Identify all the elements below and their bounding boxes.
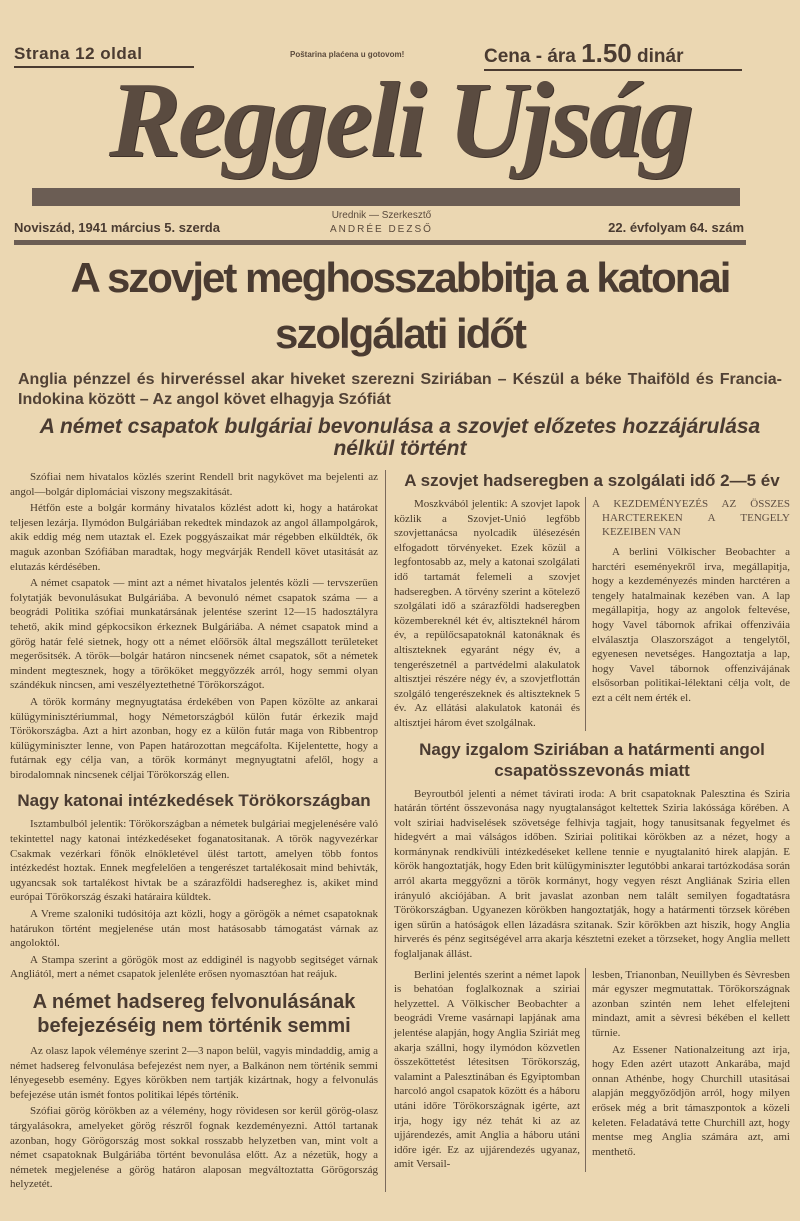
paragraph: Hétfőn este a bolgár kormány hivatalos közlést adott ki, hogy a határokat teljesen lezárja. Ilymódon Bulgáriában rekedtek mindazok az angol állampolgárok, akik eddig még nem utaztak el. Ezek poggyászaikat már régebben elküldték, ők maguk azonban Szófiában maradtak, hogy megvárják Rendell követ utasitását az elutazás kérdésében. <box>10 502 378 573</box>
section-heading: Nagy katonai intézkedések Törökországban <box>17 791 371 811</box>
italic-subheadline: A német csapatok bulgáriai bevonulása a szovjet előzetes hozzájárulása nélkül történt <box>39 415 761 460</box>
section-heading: Nagy izgalom Sziriában a határmenti angol csapatösszevonás miatt <box>419 739 765 780</box>
soviet-article-columns <box>394 497 790 731</box>
soviet-article-column <box>394 497 586 731</box>
paragraph: A török kormány megnyugtatása érdekében von Papen közölte az ankarai külügyminisztériummal, hogy Németországból külön futár érkezik majd Törökországba. Azt a hirt azonban, hogy ez a külön futár maga von Ribbentrop külügyminiszter lenne, von Papen határozottan megcáfolta. Kijelentette, hogy a futárnak egy célja van, a török kormányt megnyugtatni afelől, hogy a birodalomnak nincsenek céljai Törökország ellen. <box>10 695 378 781</box>
paragraph: A Stampa szerint a görögök most az eddiginél is nagyobb segitséget várnak Angliától, mert a német csapatok jelenléte erősen nyomasztóan hat reájuk. <box>10 953 378 981</box>
syria-article-column-left <box>394 968 586 1172</box>
price-unit: dinár <box>637 46 684 67</box>
paragraph: Beyroutból jelenti a német távirati iroda: A brit csapatoknak Palesztina és Sziria határán történt összevonása nagy nyugtalanságot keltettek Sziria lakóssága körében. A volt sziriai hadviselések szövetsége felhivja tagjait, hogy tanusitsanak fegyelmet és hidegvért a mai válságos időben. Sziriai politikai körökben az a nézet, hogy a kormánynak rendkivüli intézkedéseket kellene tennie e nyugtalanitó hirek alapján. E körök hangoztatják, hogy Eden brit külügyminiszter legutóbbi ankarai tartózkodása során arról akarta meggyőzni a török kormányt, hogy vegyen részt Angliának Sziria ellen irányuló akciójában. A brit javaslat azonban nem talált semilyen fogadtatásra Törökországban. Ugyanezen körökben hangoztatják, hogy a határmenti törzsek körében igen sűrűn a hatóságok ellen lázadásra szitanak. Szir körökben azt hiszik, hogy Anglia hirverés és pénz segitségével arra akarja késztetni ezeket a törzseket, hogy Anglia mellett foglaljanak állást. <box>394 787 790 961</box>
section-heading: A szovjet hadseregben a szolgálati idő 2—5 év <box>404 471 780 490</box>
section-heading: A német hadsereg felvonulásának befejezéséig nem történik semmi <box>32 991 356 1037</box>
article-columns <box>10 470 790 1192</box>
left-article <box>10 470 386 1192</box>
postage-note: Poštarina plaćena u gotovom! <box>290 50 405 59</box>
column-subheading: A KEZDEMÉNYEZÉS AZ ÖSSZES HARCTEREKEN A TENGELY KEZEIBEN VAN <box>592 498 790 538</box>
syria-article-intro <box>394 787 790 962</box>
axis-initiative-column <box>592 497 790 706</box>
syria-article-columns <box>394 968 790 1172</box>
front-page-body <box>10 250 790 1192</box>
issue-volume: 22. évfolyam 64. szám <box>608 220 744 235</box>
editor-name: ANDRÉE DEZSŐ <box>330 224 433 235</box>
paragraph: A berlini Völkischer Beobachter a harctéri eseményekről irva, megállapitja, hogy a kezdeményezés minden harctéren a tengely hatalmainak kezében van. A lap megállapitja, hogy az angolok feltevése, hogy Vavel tábornok afrikai offenziváia elválasztja Olaszországot a tengelytől, egyenesen nevetséges. Hangoztatja a lap, hogy Vavel tábornok offenzivájának elsősorban politikai-lélektani célja volt, de ezt a célt nem érték el. <box>592 546 790 704</box>
editor-block <box>330 209 433 237</box>
issue-date: Noviszád, 1941 március 5. szerda <box>14 220 220 235</box>
masthead-rule <box>14 240 746 245</box>
paragraph: Az olasz lapok véleménye szerint 2—3 napon belül, vagyis mindaddig, amig a német hadsereg felvonulása befejezést nem nyer, a Balkánon nem történik semmi lényegesebb esemény. Egyes körökben nem tartják kizártnak, hogy a felvonulás befejezése után ismét fontos politikai lépés történik. <box>10 1045 378 1101</box>
price-prefix: Cena - ára <box>484 46 576 67</box>
subheadline: Anglia pénzzel és hirveréssel akar hiveket szerezni Sziriában – Készül a béke Thaiföld és Francia-Indokina között – Az angol követ elhagyja Szófiát <box>18 371 782 408</box>
main-headline-line2: szolgálati időt <box>274 310 525 357</box>
paragraph: A Vreme szaloniki tudósitója azt közli, hogy a görögök a német csapatoknak határukon történt megjelenése után most hatásosabb támogatást várnak az angoloktól. <box>10 908 378 950</box>
paragraph: Moszkvából jelentik: A szovjet lapok közlik a Szovjet-Unió legfőbb szovjettanácsa nyolcadik ülésezésén elfogadott törvényeket. Ezek közül a legfontosabb az, mely a katonai szolgálati idő tartamát felemeli a szovjet hadseregben. A törvény szerint a kötelező szolgálati idő a szárazföldi hadseregben közembereknél két év, altiszteknél három év, a repülőcsapatoknál katonáknak és altiszteknek egyaránt négy év, a tengerészetnél a partvédelmi alakulatok altisztjei részére négy év, a szovjetflottán szolgáló tengerészeknek és altiszteknek 5 év. Az ellátási alakulatok katonái és altisztjei három évet szolgálnak. <box>394 498 580 729</box>
editor-label: Urednik — Szerkesztő <box>331 210 432 221</box>
price-value: 1.50 <box>581 38 632 68</box>
newspaper-logo <box>20 56 780 186</box>
paragraph: Berlini jelentés szerint a német lapok is behatóan foglalkoznak a sziriai helyzettel. A Völkischer Beobachter a beográdi Vreme vasárnapi lapjának ama jelentése alapján, hogy Anglia Sziriát meg akarja szállni, hogy ilymódon közvetlen összeköttetést létesitsen Törökország, valamint a Palesztinában és Egyiptomban harcoló angol csapatok között és a háboru utáni időre Törökországnak igérte, azt irja, hogy igy néz tehát ki az az ujjárendezés, amit Anglia a háboru utáni időre igér. Ez az ujjárendezés ugyanaz, amit Versail- <box>394 968 580 1171</box>
syria-article-column-right <box>592 968 790 1160</box>
paragraph: Szófiai görög körökben az a vélemény, hogy rövidesen sor kerül görög-olasz tárgyalásokra, amelyeket görög részről fognak kezdeményezni. Attól tartanak azonban, hogy Görögország most sokkal rosszabb helyzetben van, mint volt a német csapatoknak Bulgáriába történt bevonulása előtt. Az a nézetük, hogy a németek megjelenése a görög határon alaposan megváltoztatta Görögország helyzetét. <box>10 1105 378 1191</box>
main-headline-line1: A szovjet meghosszabbitja a katonai <box>70 254 730 301</box>
masthead-bar <box>32 188 740 206</box>
paragraph: Az Essener Nationalzeitung azt irja, hogy Eden azért utazott Ankarába, majd onnan Athénbe, hogy Churchill utasitásai alapján meggyőződjön arról, hogy milyen erősek még a brit támaszpontok a közeli keleten. Feladatává tette Churchill azt, hogy mentse meg Anglia számára azt, ami menthető. <box>592 1043 790 1158</box>
page-count: Strana 12 oldal <box>14 44 194 68</box>
paragraph: lesben, Trianonban, Neuillyben és Sèvresben már egyszer megmutattak. Törökországnak azonban szintén nem lehet elfelejteni mindazt, amit a sèvresi békében el kellett tűrnie. <box>592 968 790 1039</box>
newspaper-title: Reggeli Ujság <box>109 61 691 180</box>
right-articles <box>394 470 790 1172</box>
paragraph: Szófiai nem hivatalos közlés szerint Rendell brit nagykövet ma bejelenti az angol—bolgár diplomáciai viszony megszakitását. <box>10 471 378 498</box>
paragraph: Isztambulból jelentik: Törökországban a németek bulgáriai megjelenésére való tekintettel nagy katonai intézkedéseket foganatositanak. A török nagyvezérkar Csakmak vezérkari főnök elnökletével ülést tartott, amelyen több fontos intézkedést hoztak. Ennek megfelelően a tengerészet tartalékosait mind behivták, ugyancsak sok tartalékost hivtak be a szárazföldi hadsereghez is, akiket mind európai Törökország északi határaira küldtek. <box>10 818 378 904</box>
paragraph: A német csapatok — mint azt a német hivatalos jelentés közli — tervszerűen folytatják bevonulásukat Bulgáriába. A bevonuló német csapatok száma — a beográdi Politika szófiai munkatársának jelentése szerint 12—15 hadosztályra tehető, akik mind gépkocsikon érkeznek Bulgáriába. A német csapatok mind a görög határ felé sietnek, hogy ott a német előőrsök által megszállott területeket megerősitsék. A török—bolgár határon nincsenek német csapatok, sőt a németek mindent megtesznek, hogy a törököket meggyőzzék arról, hogy semmi olyan szándékuk nincsen, ami veszélyeztethetné Törökországot. <box>10 577 378 692</box>
